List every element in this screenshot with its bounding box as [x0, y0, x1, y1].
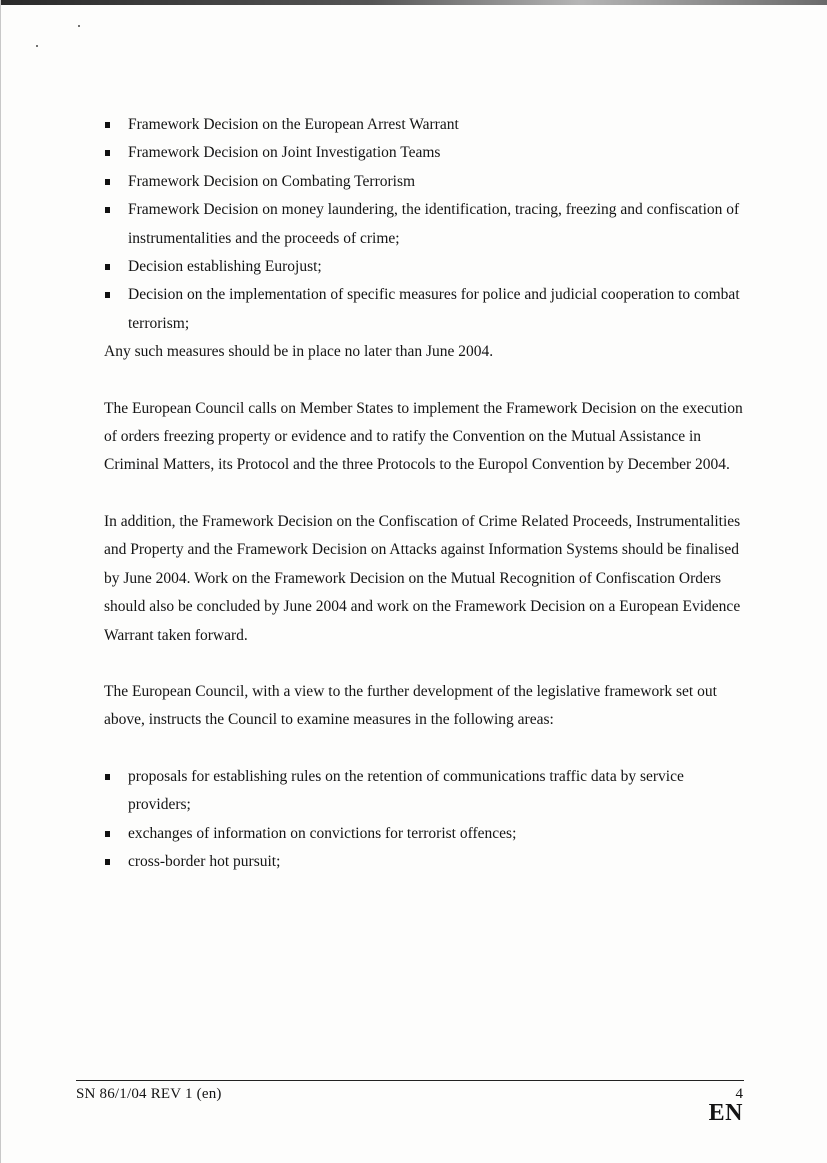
scan-speck	[78, 25, 80, 27]
list-item: Decision on the implementation of specific measures for police and judicial cooperation to combat terrorism;	[104, 281, 744, 338]
paragraph-deadline: Any such measures should be in place no later than June 2004.	[104, 343, 494, 361]
list-item: Framework Decision on Combating Terrorism	[104, 168, 744, 196]
language-code: EN	[708, 1100, 743, 1126]
list-item: exchanges of information on convictions for terrorist offences;	[104, 820, 744, 848]
list-item: Framework Decision on the European Arrest Warrant	[104, 111, 744, 139]
page-number: 4	[735, 1086, 743, 1102]
scan-edge-left	[0, 0, 1, 1163]
list-item: Framework Decision on Joint Investigation Teams	[104, 139, 744, 167]
scan-edge-top	[0, 0, 827, 5]
areas-list	[104, 763, 744, 877]
list-item: Framework Decision on money laundering, the identification, tracing, freezing and confiscation of instrumentalities and the proceeds of crime;	[104, 196, 744, 253]
document-reference: SN 86/1/04 REV 1 (en)	[76, 1086, 222, 1102]
list-item: Decision establishing Eurojust;	[104, 253, 744, 281]
document-body	[104, 111, 744, 876]
footer-divider	[76, 1080, 744, 1081]
scan-speck	[36, 45, 38, 47]
list-item: proposals for establishing rules on the retention of communications traffic data by service providers;	[104, 763, 744, 820]
paragraph-addition: In addition, the Framework Decision on the Confiscation of Crime Related Proceeds, Instrumentalities and Property and the Framework Decision on Attacks against Information Systems should be finalised by June 2004. Work on the Framework Decision on the Mutual Recognition of Confiscation Orders should also be concluded by June 2004 and work on the Framework Decision on a European Evidence Warrant taken forward.	[104, 512, 741, 644]
measures-list	[104, 111, 744, 338]
paragraph-instructs: The European Council, with a view to the further development of the legislative framework set out above, instructs the Council to examine measures in the following areas:	[104, 682, 717, 729]
paragraph-implement: The European Council calls on Member States to implement the Framework Decision on the execution of orders freezing property or evidence and to ratify the Convention on the Mutual Assistance in Criminal Matters, its Protocol and the three Protocols to the Europol Convention by December 2004.	[104, 399, 743, 474]
list-item: cross-border hot pursuit;	[104, 848, 744, 876]
